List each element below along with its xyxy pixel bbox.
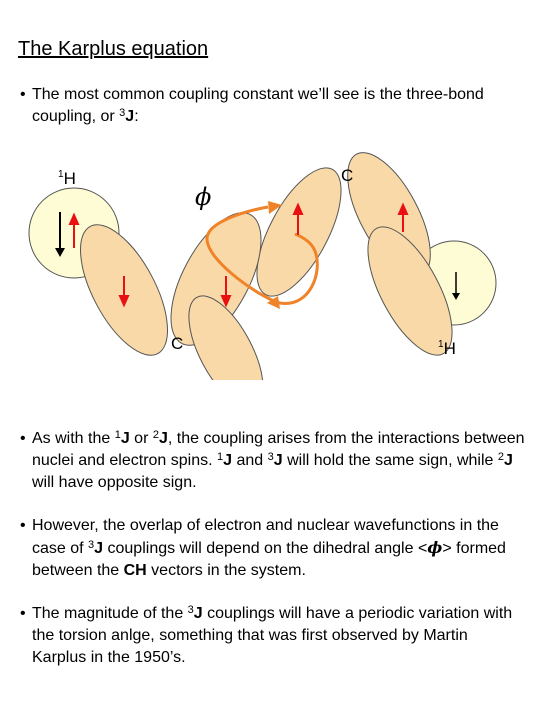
h-right-symbol: H [443, 339, 456, 358]
coupling-symbol: J [125, 108, 135, 125]
text-run: will hold the same sign, while [282, 452, 498, 469]
bullet-dot: • [20, 430, 26, 447]
text-run: or [129, 430, 153, 447]
bullet-4-text [20, 603, 525, 669]
h-left-label [58, 169, 76, 188]
ch-vector-label: CH [123, 562, 147, 579]
superscript: 2 [152, 429, 159, 441]
text-run: will have opposite sign. [32, 474, 197, 491]
bullet-2 [20, 428, 525, 494]
superscript: 1 [114, 429, 121, 441]
coupling-symbol: J [273, 452, 283, 469]
coupling-symbol: J [193, 605, 203, 622]
bullet-dot: • [20, 86, 26, 103]
bullet-dot: • [20, 605, 26, 622]
text-run: : [134, 108, 139, 125]
text-run: The magnitude of the [32, 605, 188, 622]
coupling-symbol: J [504, 452, 513, 469]
h-left-symbol: H [63, 169, 76, 188]
text-run: The most common coupling constant we’ll see is the three-bond coupling, or [32, 86, 484, 125]
superscript: 1 [217, 451, 224, 463]
text-run: couplings will have a periodic variation with the torsion anlge, something that was first observed by Martin Karplus in the 1950’s. [32, 605, 513, 666]
coupling-symbol: J [94, 540, 104, 557]
c-bottom-label: C [171, 334, 184, 353]
dihedral-angle-symbol: ϕ [195, 183, 212, 211]
coupling-symbol: J [120, 430, 130, 447]
c-top-label: C [341, 166, 354, 185]
coupling-symbol: J [223, 452, 233, 469]
superscript: 3 [187, 604, 194, 616]
text-run: and [232, 452, 268, 469]
text-run: However, the overlap of electron and nuclear wavefunctions in the case of [32, 517, 499, 557]
bullet-dot: • [20, 517, 26, 534]
text-run: As with the [32, 430, 115, 447]
text-run: vectors in the system. [146, 562, 306, 579]
superscript: 3 [119, 107, 126, 119]
h-right-mass-number: 1 [438, 339, 444, 350]
bullet-2-text [20, 428, 525, 494]
superscript: 3 [88, 539, 95, 551]
slide-title: The Karplus equation [18, 38, 209, 60]
superscript: 3 [267, 451, 274, 463]
phi-symbol: ϕ [427, 538, 443, 557]
text-run: , the coupling arises from the interactions between nuclei and electron spins. [32, 430, 525, 469]
h-left-mass-number: 1 [58, 169, 64, 180]
bullet-3 [20, 515, 525, 582]
bullet-4 [20, 603, 525, 669]
text-run: > formed between the [32, 540, 506, 579]
bullet-3-text [20, 515, 525, 582]
coupling-symbol: J [158, 430, 168, 447]
text-run: couplings will depend on the dihedral angle < [103, 540, 428, 557]
superscript: 2 [497, 451, 504, 463]
